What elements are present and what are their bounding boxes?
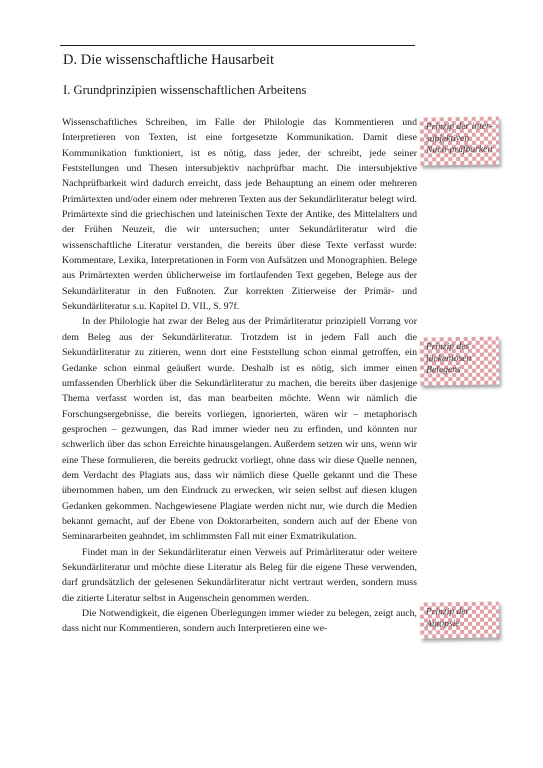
paragraph-1: Wissenschaftliches Schreiben, im Falle der Philologie das Kommentieren und Interpretieren von Texten, ist eine fortgesetzte Kommunikation. Damit diese Kommunikation funktioniert, ist es nötig, dass jeder, der schreibt, jede seiner Feststellungen und Thesen intersubjektiv nachprüfbar macht. Die intersubjektive Nachprüfbarkeit wird dadurch erreicht, dass jede Behauptung an einem oder mehreren Primärtexten und/oder einem oder mehreren Texten aus der Sekundärliteratur belegt wird. Primärtexte sind die griechischen und lateinischen Texte der Antike, des Mittelalters und der Frühen Neuzeit, die wir untersuchen; unter Sekundärliteratur wird die wissenschaftliche Literatur verstanden, die bereits über diese Texte verfasst wurde: Kommentare, Lexika, Interpretationen in Form von Aufsätzen und Monographien. Belege aus Primärtexten werden üblicherweise im fortlaufenden Text gegeben, Belege aus der Sekundärliteratur in den Fußnoten. Zur korrekten Zitierweise der Primär- und Sekundärliteratur s.u. Kapitel D. VII., S. 97f. [62, 117, 417, 313]
margin-note-citation [420, 336, 500, 385]
margin-note-label: Prinzip der Autopsie [425, 605, 470, 629]
margin-note-label: Prinzip des lückenlosen Belegens [425, 340, 472, 376]
chapter-title: D. Die wissenschaftliche Hausarbeit [63, 52, 274, 68]
paragraph-3: Findet man in der Sekundärliteratur einen Verweis auf Primärliteratur oder weitere Sekundärliteratur und möchte diese Literatur als Beleg für die eigene These verwenden, darf grundsätzlich der gelesenen Sekundärliteratur nicht vertraut werden, sondern muss die zitierte Literatur selbst in Augenschein genommen werden. [62, 546, 417, 604]
paragraph-2: In der Philologie hat zwar der Beleg aus der Primärliteratur prinzipiell Vorrang vor dem Beleg aus der Sekundärliteratur. Trotzdem ist in jedem Fall auch die Sekundärliteratur zu zitieren, wenn dort eine Feststellung schon einmal getroffen, ein Gedanke schon einmal geäußert wurde. Deshalb ist es nötig, sich immer einen umfassenden Überblick über die Sekundärliteratur zu machen, die bereits über dasjenige Thema verfasst worden ist, das man bearbeiten möchte. Wenn wir nämlich die Forschungsergebnisse, die bereits vorliegen, ignorierten, wären wir – metaphorisch gesprochen – gezwungen, das Rad immer wieder neu zu erfinden, und könnten nur schwerlich über das schon Erreichte hinausgelangen. Außerdem setzen wir uns, wenn wir eine These formulieren, die bereits gedruckt vorliegt, ohne dass wir diese Quelle nennen, dem Verdacht des Plagiats aus, dass wir nämlich diese Quelle gekannt und die These übernommen haben, um den Eindruck zu erwecken, wir seien selbst auf diesen klugen Gedanken gekommen. Nachgewiesene Plagiate werden nicht nur, wie durch die Medien bekannt gemacht, auf der Ebene von Doktorarbeiten, sondern auch auf der Ebene von Seminararbeiten geahndet, im schlimmsten Fall mit einer Exmatrikulation. [62, 316, 417, 543]
paragraph-4: Die Notwendigkeit, die eigenen Überlegungen immer wieder zu belegen, zeigt auch, dass nicht nur Kommentieren, sondern auch Interpretieren eine we- [62, 608, 417, 635]
header-rule [60, 45, 415, 46]
margin-note-autopsy [420, 601, 499, 638]
margin-note-label: Prinzip der inter-subjektiven Nach-prüfbarkeit [425, 120, 493, 156]
body-text [62, 115, 417, 637]
margin-note-intersubjectivity [420, 116, 500, 165]
section-title: I. Grundprinzipien wissenschaftlichen Arbeitens [63, 83, 307, 97]
